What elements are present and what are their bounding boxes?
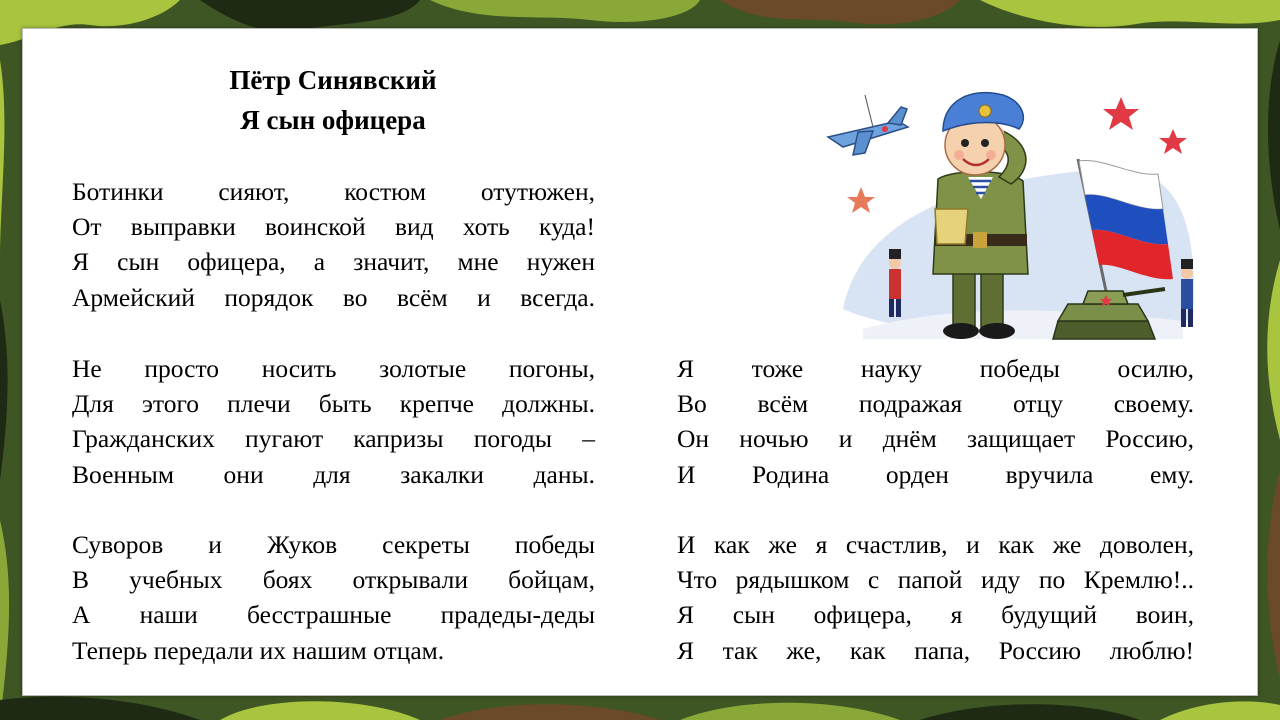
- poem-sheet: [22, 28, 1258, 696]
- poem-line: И Родина орден вручила ему.: [677, 459, 1194, 489]
- star-icon: [1159, 129, 1187, 154]
- poem-line: Армейский порядок во всём и всегда.: [72, 282, 595, 312]
- poem-line: Я сын офицера, я будущий воин,: [677, 600, 1194, 630]
- poem-line: Во всём подражая отцу своему.: [677, 389, 1194, 419]
- poem-title: Я сын офицера: [240, 105, 426, 135]
- poem-line: А наши бесстрашные прадеды-деды: [72, 600, 595, 630]
- poem-line: Суворов и Жуков секреты победы: [72, 530, 595, 559]
- poem-line: От выправки воинской вид хоть куда!: [72, 212, 595, 242]
- poem-line: И как же я счастлив, и как же доволен,: [677, 530, 1194, 559]
- poem-line: В учебных боях открывали бойцам,: [72, 565, 595, 595]
- star-icon: [847, 187, 875, 213]
- poem-line: Я так же, как папа, Россию люблю!: [677, 635, 1194, 665]
- stanza-1: [72, 174, 595, 315]
- airplane-icon: [828, 95, 908, 155]
- poem-line: Гражданских пугают капризы погоды –: [72, 424, 595, 454]
- poem-line: Для этого плечи быть крепче должны.: [72, 389, 595, 419]
- poem-line: Военным они для закалки даны.: [72, 459, 595, 489]
- poem-line: Ботинки сияют, костюм отутюжен,: [72, 177, 595, 206]
- poem-line: Я сын офицера, а значит, мне нужен: [72, 247, 595, 277]
- stanza-3: [72, 527, 595, 668]
- poem-author: Пётр Синявский: [229, 65, 437, 95]
- poem-line: Не просто носить золотые погоны,: [72, 354, 595, 383]
- stanza-5: [677, 527, 1194, 668]
- poem-line: Теперь передали их нашим отцам.: [72, 635, 445, 665]
- poem-line: Он ночью и днём защищает Россию,: [677, 424, 1194, 454]
- star-icon: [1103, 97, 1139, 130]
- stanza-2: [72, 351, 595, 492]
- poem-line: Я тоже науку победы осилю,: [677, 354, 1194, 383]
- boy-soldier-illustration: [803, 59, 1203, 344]
- stanza-4: [677, 351, 1194, 492]
- poem-line: Что рядышком с папой иду по Кремлю!..: [677, 565, 1194, 595]
